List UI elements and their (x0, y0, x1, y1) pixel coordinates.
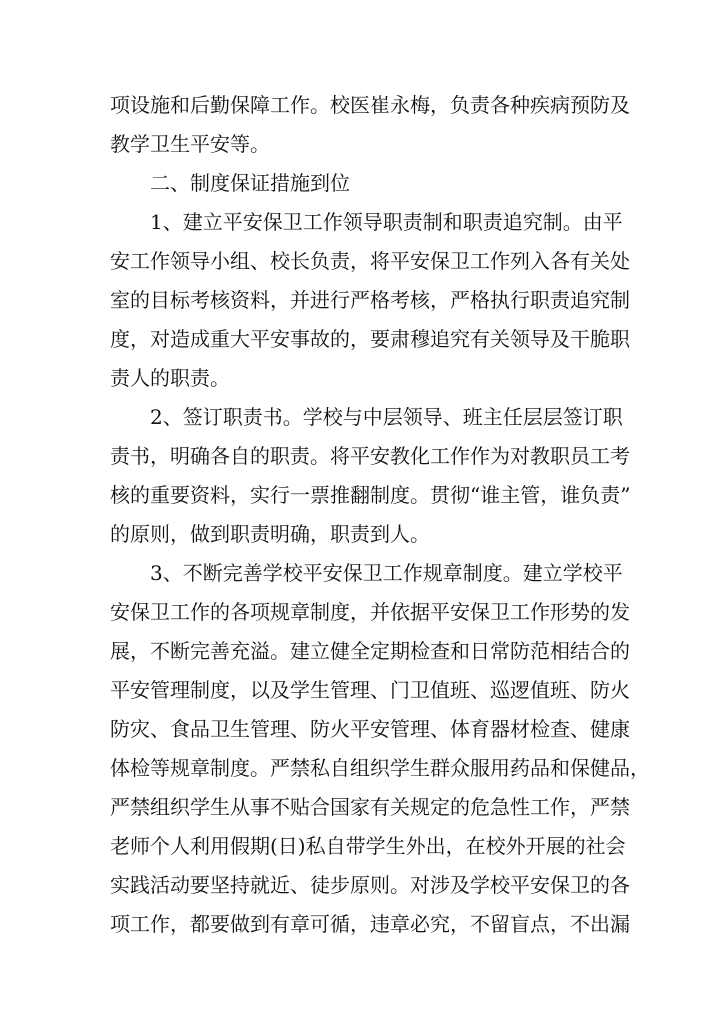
text-line: 安保卫工作的各项规章制度，并依据平安保卫工作形势的发 (110, 600, 630, 624)
text-line: 核的重要资料，实行一票推翻制度。贯彻“谁主管，谁负责” (110, 483, 631, 507)
text-line: 的原则，做到职责明确，职责到人。 (110, 522, 430, 546)
text-line: 3、不断完善学校平安保卫工作规章制度。建立学校平 (150, 561, 623, 585)
text-line: 责人的职责。 (110, 366, 230, 390)
text-line: 体检等规章制度。严禁私自组织学生群众服用药品和保健品， (110, 756, 650, 780)
text-line: 项工作，都要做到有章可循，违章必究，不留盲点，不出漏 (110, 912, 630, 936)
text-line: 教学卫生平安等。 (110, 132, 270, 156)
text-line: 安工作领导小组、校长负责，将平安保卫工作列入各有关处 (110, 249, 630, 273)
section-heading: 二、制度保证措施到位 (150, 171, 350, 195)
text-line: 室的目标考核资料，并进行严格考核，严格执行职责追究制 (110, 288, 630, 312)
text-line: 责书，明确各自的职责。将平安教化工作作为对教职员工考 (110, 444, 630, 468)
text-line: 平安管理制度，以及学生管理、门卫值班、巡逻值班、防火 (110, 678, 630, 702)
text-line: 老师个人利用假期(日)私自带学生外出，在校外开展的社会 (110, 834, 626, 858)
text-line: 1、建立平安保卫工作领导职责制和职责追究制。由平 (150, 210, 623, 234)
text-line: 实践活动要坚持就近、徒步原则。对涉及学校平安保卫的各 (110, 873, 630, 897)
text-line: 防灾、食品卫生管理、防火平安管理、体育器材检查、健康 (110, 717, 630, 741)
text-line: 项设施和后勤保障工作。校医崔永梅，负责各种疾病预防及 (110, 93, 630, 117)
text-line: 度，对造成重大平安事故的，要肃穆追究有关领导及干脆职 (110, 327, 630, 351)
text-line: 展，不断完善充溢。建立健全定期检查和日常防范相结合的 (110, 639, 630, 663)
text-line: 2、签订职责书。学校与中层领导、班主任层层签订职 (150, 405, 623, 429)
text-line: 严禁组织学生从事不贴合国家有关规定的危急性工作，严禁 (110, 795, 630, 819)
